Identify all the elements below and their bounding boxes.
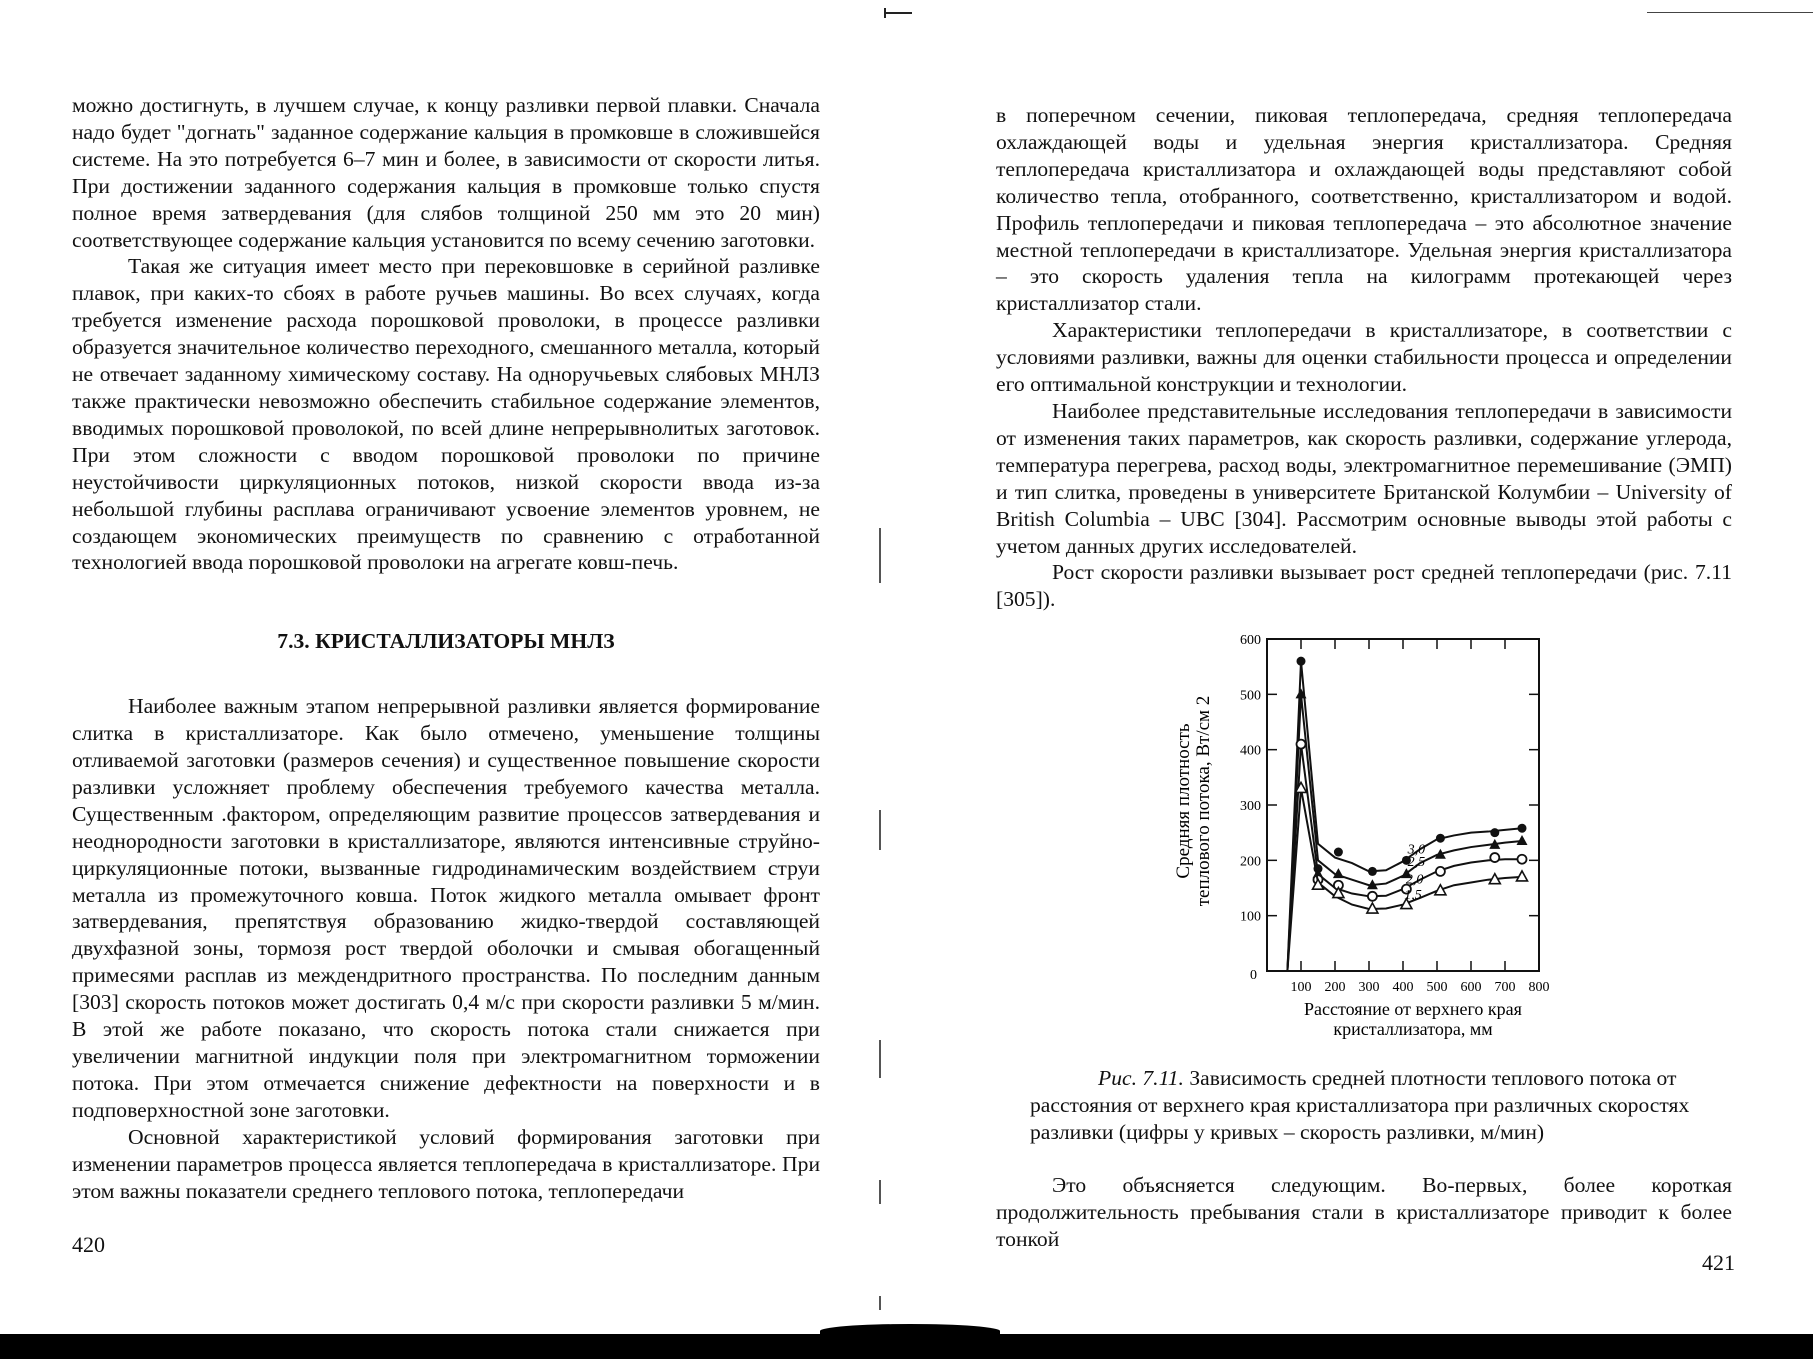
curve-label: 1,5: [1404, 888, 1422, 904]
right-text-column: [996, 102, 1732, 1253]
y-tick-label: 200: [1240, 854, 1261, 870]
y-tick-label: 300: [1240, 799, 1261, 815]
x-tick-label: 700: [1494, 980, 1516, 996]
x-tick-label: 600: [1460, 980, 1482, 996]
data-point: [1518, 855, 1527, 864]
paragraph: Такая же ситуация имеет место при перековшовке в серийной разливке плавок, при каких-то сбоях в работе ручьев машины. Во всех случаях, когда требуется изменение расхода порошковой проволоки, в процессе разливки образуется значительное количество переходного, смешанного металла, который не отвечает заданному химическому составу. На одноручьевых слябовых МНЛЗ также практически невозможно обеспечить стабильное содержание элементов, вводимых порошковой проволокой, по всей длине непрерывнолитых заготовок. При этом сложности с вводом порошковой проволоки по причине неустойчивости циркуляционных потоков, низкой скорости ввода из-за небольшой глубины расплава ограничивают усвоение элементов уровнем, не создающем экономических преимуществ по сравнению с отработанной технологией ввода порошковой проволоки на агрегате ковш-печь.: [72, 254, 820, 575]
paragraph: Рост скорости разливки вызывает рост средней теплопередачи (рис. 7.11 [305]).: [996, 560, 1732, 612]
section-heading: 7.3. КРИСТАЛЛИЗАТОРЫ МНЛЗ: [277, 629, 615, 654]
x-tick-label: 100: [1290, 980, 1312, 996]
right-page: [906, 0, 1813, 1330]
data-point: [1368, 867, 1377, 876]
curve-label: 3,0: [1407, 842, 1426, 858]
data-point: [1334, 848, 1343, 857]
figure-caption-text: Зависимость средней плотности теплового потока от расстояния от верхнего края кристаллизатора при различных скоростях разливки (цифры у кривых – скорость разливки, м/мин): [1030, 1066, 1690, 1145]
data-point: [1518, 824, 1527, 833]
data-point: [1436, 834, 1445, 843]
series-line: [1287, 695, 1522, 972]
left-page: [0, 0, 906, 1330]
paragraph: Это объясняется следующим. Во-первых, более короткая продолжительность пребывания стали в кристаллизаторе приводит к более тонкой: [996, 1173, 1732, 1252]
chart-axes: [1267, 639, 1539, 971]
x-tick-label: 400: [1392, 980, 1414, 996]
x-tick-label: 300: [1358, 980, 1380, 996]
figure-caption: [996, 1065, 1732, 1146]
y-tick-label: 500: [1240, 688, 1261, 704]
paragraph: можно достигнуть, в лучшем случае, к концу разливки первой плавки. Сначала надо будет "догнать" заданное содержание кальция в промковше в сложившейся системе. На это потребуется 6–7 мин и более, в зависимости от скорости литья. При достижении заданного содержания кальция в промковше только спустя полное время затвердевания (для слябов толщиной 250 мм это 20 мин) соответствующее содержание кальция установится по всему сечению заготовки.: [72, 93, 820, 252]
data-point: [1333, 888, 1344, 898]
chart-y-axis-label-line2: теплового потока, Вт/см 2: [1193, 695, 1214, 907]
data-point: [1435, 885, 1446, 895]
heat-flux-chart: [1149, 621, 1579, 1051]
left-text-column: [72, 92, 820, 1204]
chart-series: [1287, 657, 1527, 971]
paragraph: Наиболее важным этапом непрерывной разливки является формирование слитка в кристаллизаторе. Как было отмечено, уменьшение толщины отливаемой заготовки (размеров сечения) и существенное повышение скорости разливки усложняет проблему обеспечения требуемого качества металла. Существенным .фактором, определяющим развитие процессов затвердевания и неоднородности заготовки в кристаллизаторе, являются интенсивные струйно-циркуляционные потоки, вызванные гидродинамическим воздействием струи металла из промежуточного ковша. Поток жидкого металла омывает фронт затвердевания, препятствуя образованию жидко-твердой составляющей двухфазной зоны, тормозя рост твердой оболочки и смывая обогащенный примесями расплав из междендритного пространства. По последним данным [303] скорость потоков может достигать 0,4 м/с при скорости разливки 5 м/мин. В этой же работе показано, что скорость потока стали снижается при увеличении магнитной индукции поля при электромагнитном торможении потока. При этом отмечается снижение дефектности на поверхности и в подповерхностной зоне заготовки.: [72, 694, 820, 1122]
x-tick-label: 200: [1324, 980, 1346, 996]
paragraph: Наиболее представительные исследования теплопередачи в зависимости от изменения таких параметров, как скорость разливки, содержание углерода, температура перегрева, расход воды, электромагнитное перемешивание (ЭМП) и тип слитка, проведены в университете Британской Колумбии – University of British Columbia – UBC [304]. Рассмотрим основные выводы этой работы с учетом данных других исследователей.: [996, 398, 1732, 558]
x-tick-label: 500: [1426, 980, 1448, 996]
data-point: [1490, 853, 1499, 862]
page-number: 420: [72, 1232, 105, 1257]
data-point: [1517, 835, 1528, 845]
page-number: 421: [1702, 1250, 1735, 1275]
x-tick-label: 800: [1528, 980, 1550, 996]
chart-x-axis-label-line2: кристаллизатора, мм: [1333, 1019, 1493, 1040]
y-tick-label: 100: [1240, 909, 1261, 925]
data-point: [1368, 892, 1377, 901]
origin-label: 0: [1250, 968, 1257, 984]
scan-bottom-band: [0, 1334, 1813, 1359]
data-point: [1436, 867, 1445, 876]
chart-curve-labels: [1404, 843, 1425, 903]
curve-label: 2,5: [1407, 855, 1426, 871]
y-tick-label: 400: [1240, 743, 1261, 759]
figure-caption-label: Рис. 7.11.: [1098, 1066, 1184, 1091]
chart-ticks: [1240, 633, 1550, 995]
y-tick-label: 600: [1240, 633, 1261, 649]
data-point: [1297, 740, 1306, 749]
data-point: [1517, 871, 1528, 881]
paragraph: в поперечном сечении, пиковая теплопередача, средняя теплопередача охлаждающей воды и удельная энергия кристаллизатора. Средняя теплопередача кристаллизатора и охлаждающей воды представляют собой количество тепла, отобранного, соответственно, кристаллизатором и водой. Профиль теплопередачи и пиковая теплопередача – это абсолютное значение местной теплопередачи в кристаллизаторе. Удельная энергия кристаллизатора – это скорость удаления тепла на килограмм протекающей через кристаллизатор стали.: [996, 103, 1732, 316]
data-point: [1297, 657, 1306, 666]
data-point: [1490, 828, 1499, 837]
curve-label: 2,0: [1405, 872, 1424, 888]
paragraph: Основной характеристикой условий формирования заготовки при изменении параметров процесса является теплопередача в кристаллизаторе. При этом важны показатели среднего теплового потока, теплопередачи: [72, 1124, 820, 1203]
chart-frame: [1267, 639, 1539, 971]
paragraph: Характеристики теплопередачи в кристаллизаторе, в соответствии с условиями разливки, важны для оценки стабильности процесса и определении его оптимальной конструкции и технологии.: [996, 318, 1732, 397]
chart-x-axis-label-line1: Расстояние от верхнего края: [1304, 999, 1522, 1020]
series-line: [1287, 661, 1522, 971]
chart-y-axis-label-line1: Средняя плотность: [1173, 723, 1194, 879]
